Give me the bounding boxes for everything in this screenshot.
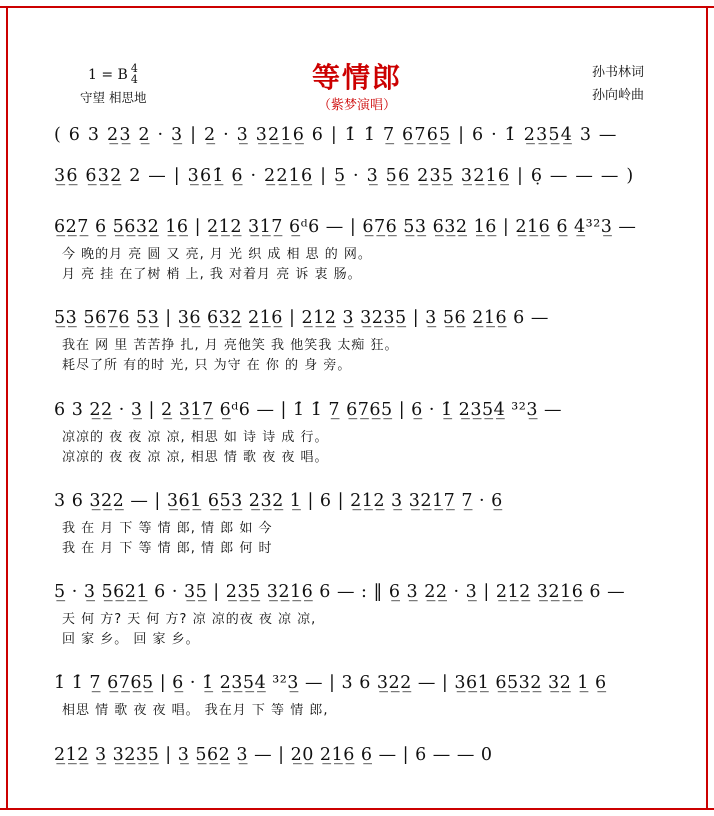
system-verse-3	[52, 393, 674, 468]
spacer	[52, 565, 674, 575]
spacer	[52, 200, 674, 210]
page-title: 等情郎	[311, 61, 402, 94]
notation-line: 5̲3̲ 5̲6̲7̲6̲ 5̲3̲ | 3̲6̲ 6̲3̲2̲ 2̲1̲6̲ | 2̲1̲2̲ 3̲ 3̲2̲3̲5̲ | 3̲ 5̲6̲ 2̲1̲6̲ 6 —	[54, 308, 549, 329]
system-verse-2	[52, 301, 674, 376]
lyric-line: 凉凉的 夜 夜 凉 凉, 相思 情 歌 夜 夜 唱。	[62, 449, 329, 465]
spacer	[52, 383, 674, 393]
page-border-right	[706, 6, 708, 810]
notation-line: ( 6 3 2̲3̲ 2̲ · 3̲ | 2̲ · 3̲ 3̲2̲1̲6̲ 6 | 1̇ 1̇ 7̲ 6̲7̲6̲5̲ | 6 · 1̇ 2̲3̲5̲4̲ 3 —	[54, 125, 618, 145]
time-signature-top: 4	[130, 62, 138, 75]
system-verse-6	[52, 666, 674, 721]
notation-line: 3 6 3̲2̲2̲ — | 3̲6̲1̲ 6̲5̲3̲ 2̲3̲2̲ 1̲ | 6 | 2̲1̲2̲ 3̲ 3̲2̲1̲7̲ 7̲ · 6̲	[54, 490, 503, 511]
lyric-line: 我 在 月 下 等 情 郎, 情 郎 何 时	[62, 540, 273, 556]
score-header	[0, 44, 714, 116]
lyric-line: 今 晚的月 亮 圆 又 亮, 月 光 织 成 相 思 的 网。	[62, 247, 372, 262]
spacer	[52, 728, 674, 738]
lyric-line: 凉凉的 夜 夜 凉 凉, 相思 如 诗 诗 成 行。	[62, 429, 329, 445]
system-verse-1	[52, 210, 674, 285]
system-intro-1	[52, 118, 674, 153]
lyricist-credit: 孙书林词	[591, 65, 644, 80]
lyric-line: 天 何 方? 天 何 方? 凉 凉的夜 夜 凉 凉,	[62, 612, 317, 628]
mood-text: 守望 相思地	[80, 90, 147, 105]
lyric-line: 相思 情 歌 夜 夜 唱。 我在月 下 等 情 郎,	[62, 703, 329, 719]
performer-subtitle: （紫梦演唱）	[317, 98, 396, 113]
spacer	[52, 474, 674, 484]
notation-line: 1̇ 1̇ 7̲ 6̲7̲6̲5̲ | 6̲ · 1̲̇ 2̲3̲5̲4̲ ³²3̲ — | 3 6 3̲2̲2̲ — | 3̲6̲1̲ 6̲5̲3̲2̲ 3̲2̲ 1̲ 6̲	[54, 673, 607, 694]
notation-line: 5̲ · 3̲ 5̲6̲2̲1̲ 6 · 3̲5̲ | 2̲3̲5̲ 3̲2̲1̲6̲ 6 — : ‖ 6̲ 3̲ 2̲2̲ · 3̲ | 2̲1̲2̲ 3̲2̲1̲6̲ 6 —	[54, 582, 626, 603]
spacer	[52, 656, 674, 666]
lyric-line: 我在 网 里 苦苦挣 扎, 月 亮他笑 我 他笑我 太痴 狂。	[62, 338, 399, 354]
composer-credit: 孙向岭曲	[591, 87, 644, 103]
lyric-line: 我 在 月 下 等 情 郎, 情 郎 如 今	[62, 520, 273, 536]
notation-line: 6 3 2̲2̲ · 3̲ | 2̲ 3̲1̲7̲ 6̲ᵈ6 — | 1̇ 1̇ 7̲ 6̲7̲6̲5̲ | 6̲ · 1̲̇ 2̲3̲5̲4̲ ³²3̲ —	[54, 399, 563, 420]
music-body	[52, 118, 674, 779]
page-border-top	[0, 6, 714, 8]
credits	[592, 62, 644, 108]
page-border-bottom	[0, 808, 714, 810]
notation-line: 3̲6̲ 6̲3̲2̲ 2 — | 3̲6̲1̲̇ 6̲ · 2̲2̲1̲6̲ | 5̲ · 3̲ 5̲6̲ 2̲3̲5̲ 3̲2̲1̲6̲ | 6̣ — — — )	[54, 166, 635, 186]
system-verse-7	[52, 738, 674, 773]
time-signature-bottom: 4	[130, 73, 138, 86]
system-verse-4	[52, 484, 674, 559]
lyric-line: 耗尽了所 有的时 光, 只 为守 在 你 的 身 旁。	[62, 358, 352, 374]
spacer	[52, 291, 674, 301]
system-intro-2	[52, 159, 674, 194]
lyric-line: 月 亮 挂 在了树 梢 上, 我 对着月 亮 诉 衷 肠。	[62, 267, 362, 283]
notation-line: 2̲1̲2̲ 3̲ 3̲2̲3̲5̲ | 3̲ 5̲6̲2̲ 3̲ — | 2̲0̲ 2̲1̲6̲ 6̲ — | 6 — — 0	[54, 744, 493, 765]
system-verse-5	[52, 575, 674, 650]
page-border-left	[6, 6, 8, 810]
lyric-line: 回 家 乡。 回 家 乡。	[62, 632, 200, 648]
key-signature-text: 1 = B	[88, 67, 128, 83]
notation-line: 6̲2̲7̲ 6̲ 5̲6̲3̲2̲ 1̲6̲ | 2̲1̲2̲ 3̲1̲7̲ 6̲ᵈ6 — | 6̲7̲6̲ 5̲3̲ 6̲3̲2̲ 1̲6̲ | 2̲1̲6̲ 6̲ 4̲³²3̲ —	[54, 217, 637, 237]
